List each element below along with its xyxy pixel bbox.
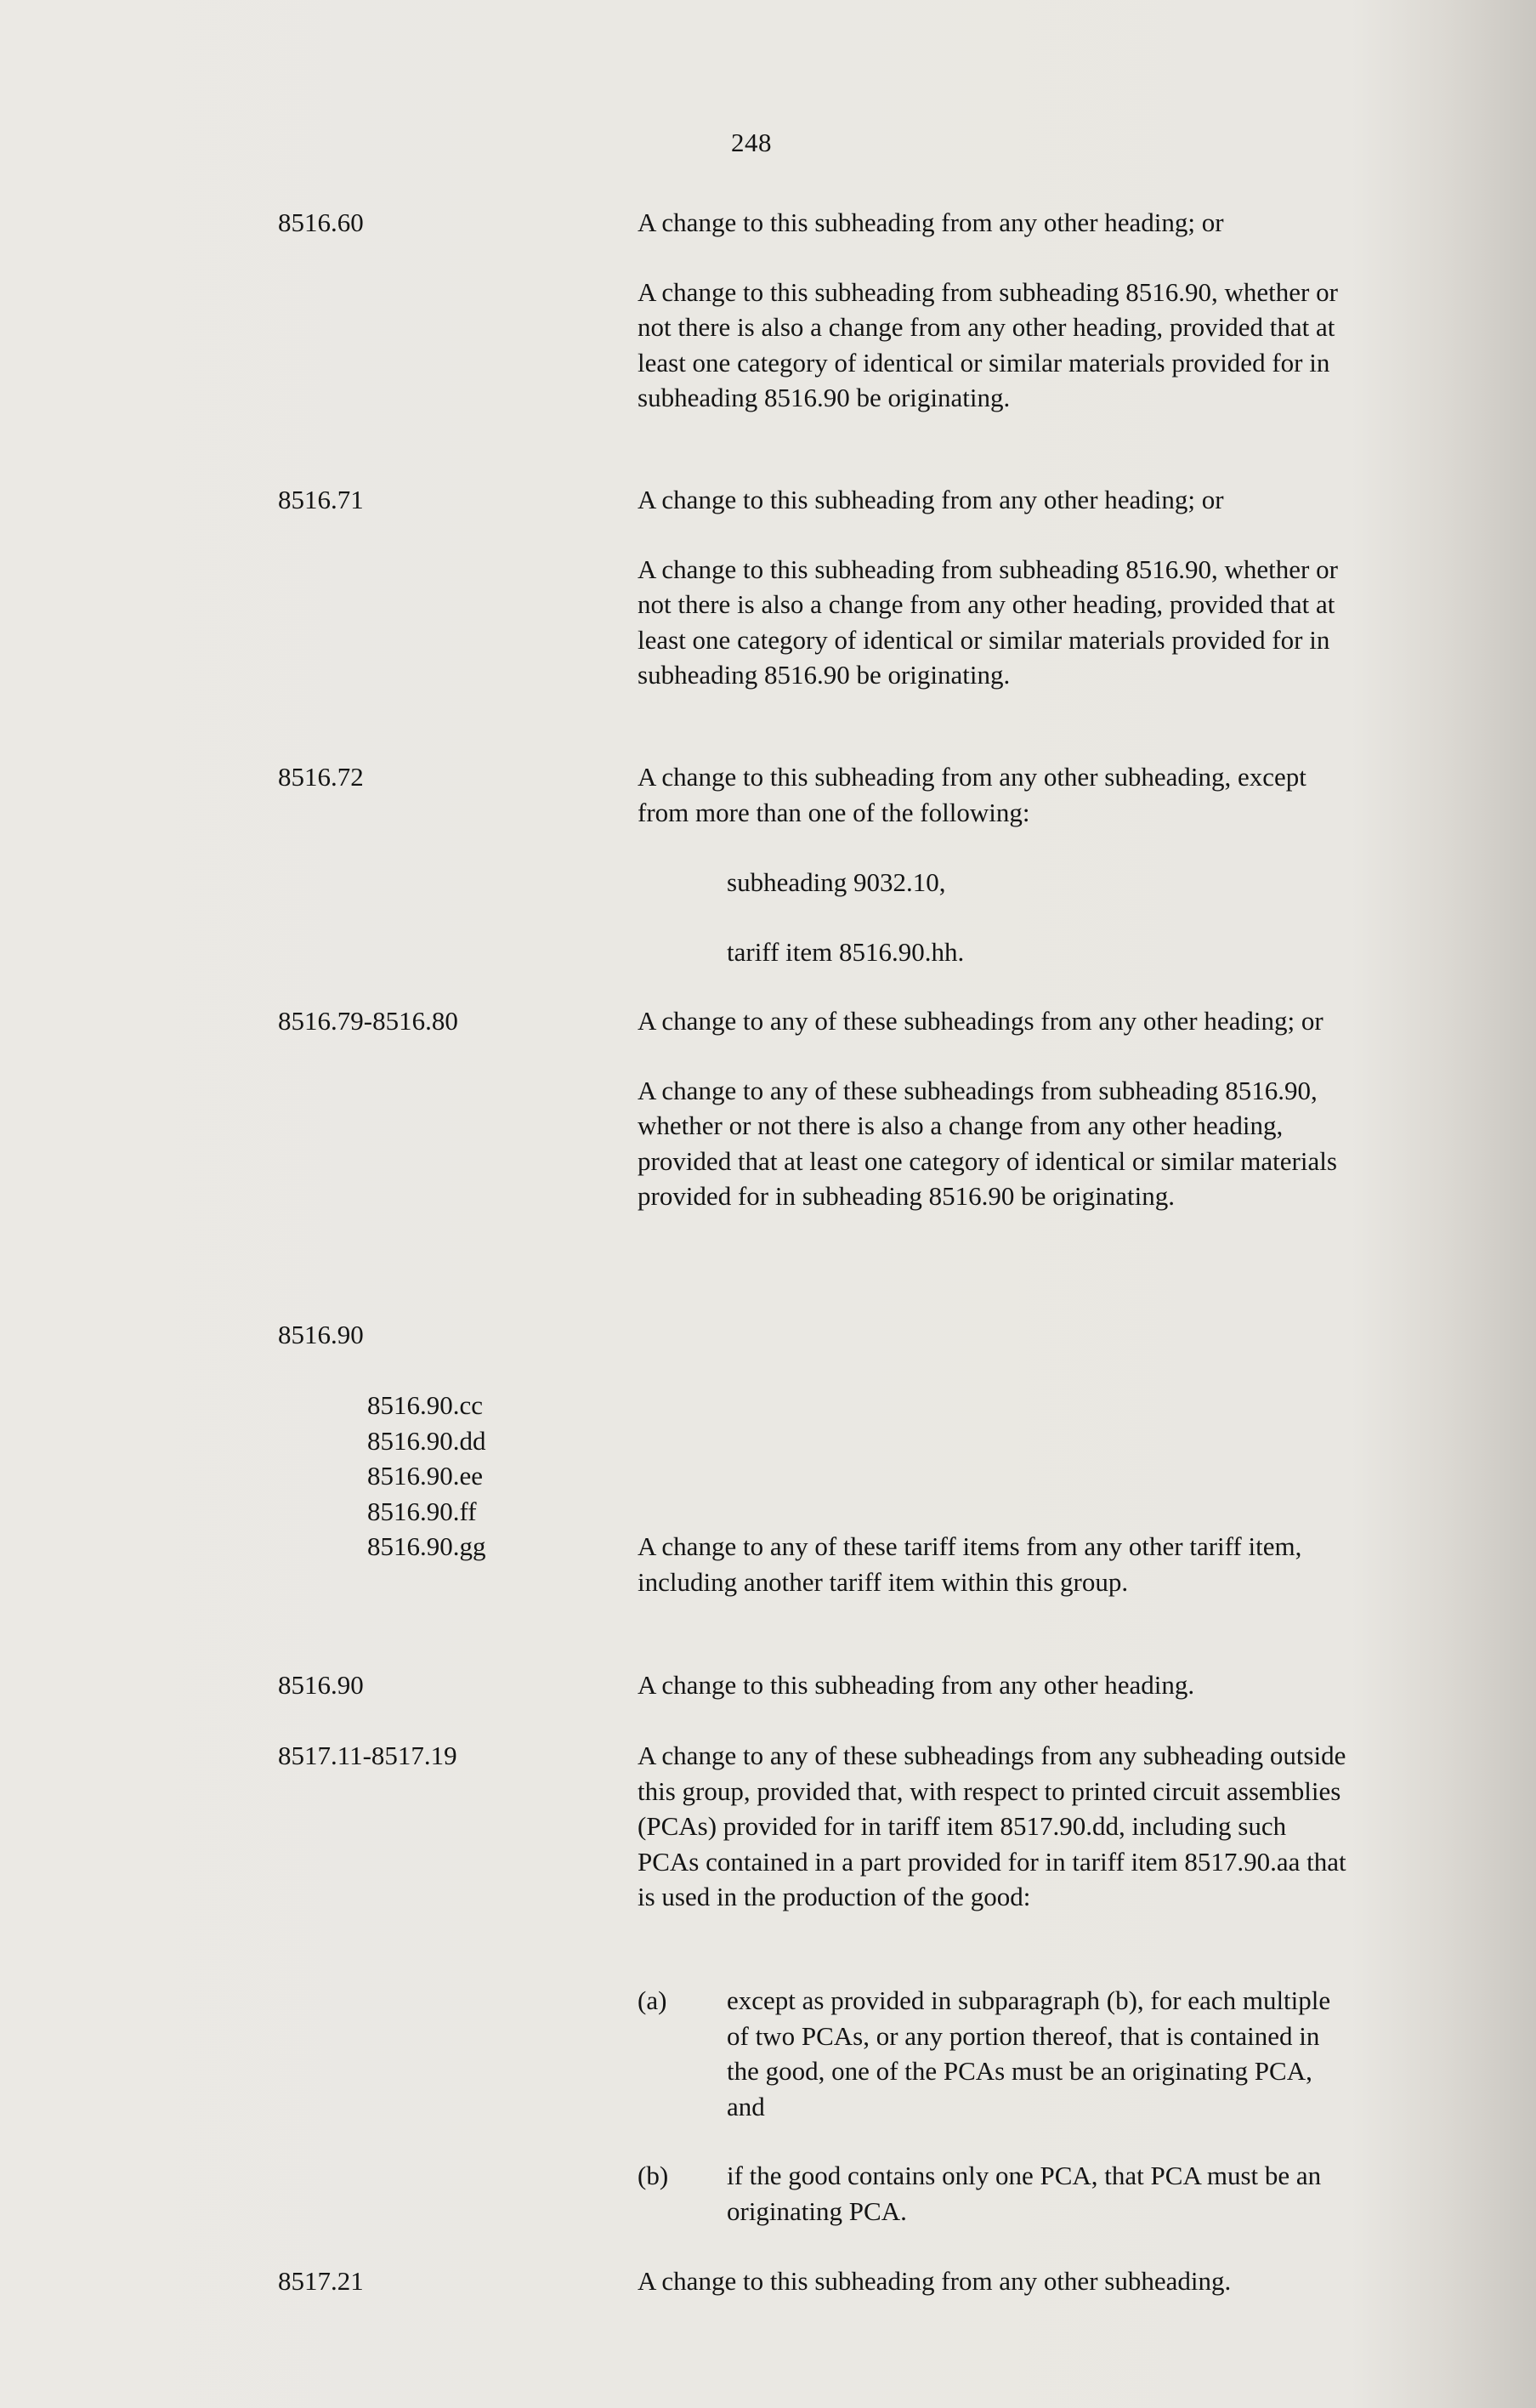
tariff-code: 8516.72 (278, 762, 364, 792)
tariff-item-code: 8516.90.cc (367, 1390, 484, 1420)
rule-paragraph: A change to this subheading from subheading 8516.90, whether or not there is also a change from any other heading, provided that at least one category of identical or similar materials provided for in subheading 8516.90 be originating. (638, 276, 1338, 412)
rule-text (638, 1529, 1352, 1599)
rule-text (638, 759, 1352, 830)
rule-paragraph: A change to any of these subheadings from subheading 8516.90, whether or not there is also a change from any other heading, provided that at least one category of identical or similar materials provided for in subheading 8516.90 be originating. (638, 1075, 1337, 1211)
rule-paragraph: A change to any of these subheadings from any other heading; or (638, 1006, 1323, 1036)
tariff-item-code: 8516.90.ff (367, 1496, 477, 1526)
rule-text (638, 2263, 1352, 2299)
rule-paragraph: A change to this subheading from any other heading. (638, 1670, 1195, 1700)
page-number: 248 (731, 128, 772, 157)
rule-paragraph: A change to this subheading from any other heading; or (638, 485, 1224, 514)
tariff-code: 8517.11-8517.19 (278, 1741, 457, 1770)
document-page: 248 8516.60 A change to this subheading from any other heading; or A change to this subheading from subheading 8516.90, whether or not there is also a change from any other heading, provided that at least one category of identical or similar materials provided for in subheading 8516.90 be originating. 8516.71 A change to this subheading from any other heading; or A change to this subheading from subheading 8516.90, whether or not there is also a change from any other heading, provided that at least one category of identical or similar materials provided for in subheading 8516.90 be originating. 8516.72 A change to this subheading from any other subheading, except from more than one of the following: subheading 9032.10, tariff item 8516.90.hh. 8516.79-8516.80 A change to any of these subheadings from any other heading; or A change to any of these subheadings from subheading 8516.90, whether or not there is also a change from any other heading, provided that at least one category of identical or similar materials provided for in subheading 8516.90 be originating. 8516.90 8516.90.cc 8516.90.dd 8516.90.ee 8516.90.ff 8516.90.gg A change to any of these tariff items from any other tariff item, including another tariff item within this group. 8516.90 A change to this subheading from any other heading. 8517.11-8517.19 A change to any of these subheadings from any subheading outside this group, provided that, with respect to printed circuit assemblies (PCAs) provided for in tariff item 8517.90.dd, including such PCAs contained in a part provided for in tariff item 8517.90.aa that is used in the production of the good: (a) except as provided in subparagraph (b), for each multiple of two PCAs, or any portion thereof, that is contained in the good, one of the PCAs must be an originating PCA, and (b) if the good contains only one PCA, that PCA must be an originating PCA. 8517.21 A change to this subheading from any other subheading. (0, 0, 1536, 2408)
tariff-code: 8516.90 (278, 1670, 364, 1700)
rule-text (638, 482, 1352, 693)
tariff-item-code: 8516.90.dd (367, 1425, 486, 1456)
tariff-item-code: 8516.90.gg (367, 1531, 486, 1561)
tariff-code: 8516.60 (278, 207, 364, 237)
rule-paragraph: A change to this subheading from any other subheading. (638, 2266, 1232, 2296)
tariff-code: 8516.90 (278, 1320, 364, 1349)
subparagraph-label: (a) (638, 1985, 667, 2015)
rule-paragraph: A change to any of these tariff items from any other tariff item, including another tariff item within this group. (638, 1531, 1302, 1597)
subparagraph-text: except as provided in subparagraph (b), for each multiple of two PCAs, or any portion thereof, that is contained in the good, one of the PCAs must be an originating PCA, and (727, 1985, 1331, 2121)
tariff-code: 8516.79-8516.80 (278, 1006, 458, 1036)
rule-text (638, 205, 1352, 416)
rule-paragraph: A change to this subheading from any other subheading, except from more than one of the following: (638, 762, 1306, 827)
rule-text (638, 1738, 1352, 1915)
rule-paragraph: A change to this subheading from any other heading; or (638, 207, 1224, 237)
rule-text (638, 1003, 1352, 1214)
tariff-code: 8517.21 (278, 2266, 364, 2296)
subparagraph-label: (b) (638, 2161, 669, 2190)
subparagraph-text: if the good contains only one PCA, that PCA must be an originating PCA. (727, 2161, 1322, 2226)
tariff-code: 8516.71 (278, 485, 364, 514)
rule-paragraph: A change to this subheading from subheading 8516.90, whether or not there is also a change from any other heading, provided that at least one category of identical or similar materials provided for in subheading 8516.90 be originating. (638, 554, 1338, 690)
rule-paragraph: A change to any of these subheadings from any subheading outside this group, provided that, with respect to printed circuit assemblies (PCAs) provided for in tariff item 8517.90.dd, including such PCAs contained in a part provided for in tariff item 8517.90.aa that is used in the production of the good: (638, 1741, 1346, 1911)
tariff-item-code: 8516.90.ee (367, 1461, 484, 1491)
rule-text (638, 1667, 1352, 1703)
